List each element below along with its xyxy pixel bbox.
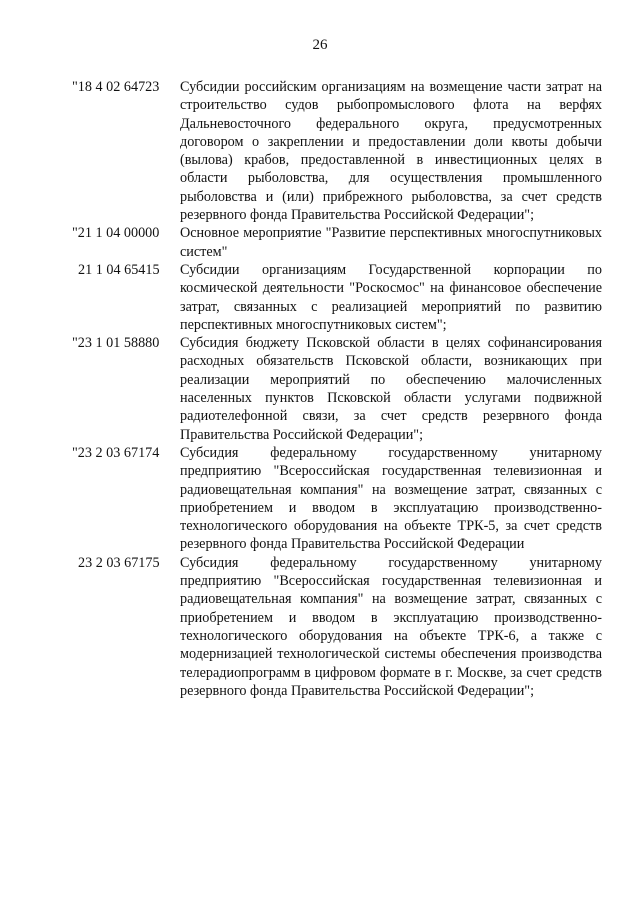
budget-code-list [72,78,602,700]
list-item [72,334,602,444]
budget-code: "18 4 02 64723 [72,79,160,95]
budget-code-description: Субсидии организациям Государственной корпорации по космической деятельности "Роскосмос" на финансовое обеспечение затрат, связанных с реализацией мероприятий по развитию перспективных многоспутниковых систем"; [180,261,602,333]
budget-code: "23 1 01 58880 [72,335,160,352]
list-item [72,444,602,554]
budget-code: "21 1 04 00000 [72,225,160,242]
list-item [72,224,602,261]
budget-code: 21 1 04 65415 [78,261,160,278]
list-item [72,78,602,224]
list-item [72,554,602,700]
budget-code: "23 2 03 67174 [72,444,160,461]
list-item [72,261,602,334]
page-number: 26 [312,37,328,53]
budget-code-description: Субсидии российским организациям на возмещение части затрат на строительство судов рыбопромыслового флота на верфях Дальневосточного федерального округа, предусмотренных договором о закреплении и предоставлении доли квоты добычи (вылова) крабов, предоставленной в инвестиционных целях в области рыболовства, для осуществления промышленного рыболовства и (или) прибрежного рыболовства, за счет средств резервного фонда Правительства Российской Федерации"; [180,79,602,224]
budget-code-description: Субсидия бюджету Псковской области в целях софинансирования расходных обязательств Псковской области, возникающих при реализации мероприятий по обеспечению малочисленных населенных пунктов Псковской области услугами подвижной радиотелефонной связи, за счет средств резервного фонда Правительства Российской Федерации"; [180,335,602,443]
budget-code: 23 2 03 67175 [78,554,160,571]
budget-code-description: Субсидия федеральному государственному унитарному предприятию "Всероссийская государственная телевизионная и радиовещательная компания" на возмещение затрат, связанных с приобретением и вводом в эксплуатацию производственно-технологического оборудования на объекте ТРК-5, за счет средств резервного фонда Правительства Российской Федерации [180,444,602,553]
budget-code-description: Субсидия федеральному государственному унитарному предприятию "Всероссийская государственная телевизионная и радиовещательная компания" на возмещение затрат, связанных с приобретением и вводом в эксплуатацию производственно-технологического оборудования на объекте ТРК-6, а также с модернизацией технологической системы обеспечения производства телерадиопрограмм в цифровом формате в г. Москве, за счет средств резервного фонда Правительства Российской Федерации"; [180,554,602,699]
budget-code-description: Основное мероприятие "Развитие перспективных многоспутниковых систем" [180,225,602,260]
